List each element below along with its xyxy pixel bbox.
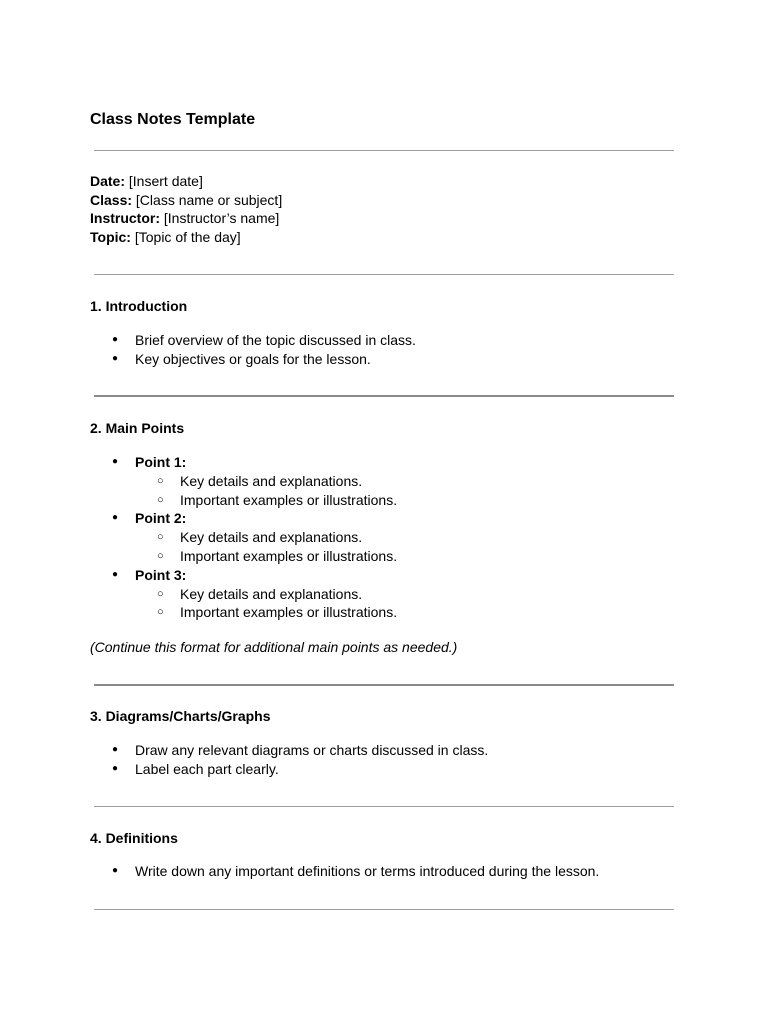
sub-list xyxy=(135,528,397,566)
sub-list-item: ○ Key details and explanations. xyxy=(135,472,397,491)
document-title: Class Notes Template xyxy=(90,111,256,128)
meta-topic xyxy=(90,228,282,247)
sub-list-item: ○ Key details and explanations. xyxy=(135,528,397,547)
section-heading-diagrams: 3. Diagrams/Charts/Graphs xyxy=(90,708,271,724)
section-heading-introduction: 1. Introduction xyxy=(90,298,188,314)
meta-instructor-label: Instructor: xyxy=(90,210,160,227)
main-point-2 xyxy=(0,509,397,565)
section-heading-main-points: 2. Main Points xyxy=(90,420,185,436)
list-item: ● Label each part clearly. xyxy=(0,760,488,779)
list-item: ● Key objectives or goals for the lesson. xyxy=(0,350,416,369)
metadata-block xyxy=(90,172,282,247)
sub-list xyxy=(135,585,397,623)
meta-date xyxy=(90,172,282,191)
main-points-list xyxy=(0,453,397,622)
introduction-list xyxy=(0,331,416,369)
meta-instructor-value: [Instructor’s name] xyxy=(160,210,280,227)
list-item: ● Write down any important definitions or terms introduced during the lesson. xyxy=(0,862,599,881)
section-heading-definitions: 4. Definitions xyxy=(90,830,178,846)
diagrams-list xyxy=(0,741,488,779)
meta-instructor xyxy=(90,209,282,228)
list-item: ● Draw any relevant diagrams or charts discussed in class. xyxy=(0,741,488,760)
divider xyxy=(94,684,674,686)
meta-class-value: [Class name or subject] xyxy=(132,191,283,208)
definitions-list xyxy=(0,862,599,881)
main-point-1 xyxy=(0,453,397,509)
continuation-note: (Continue this format for additional main points as needed.) xyxy=(90,639,458,655)
divider xyxy=(94,806,674,807)
meta-topic-label: Topic: xyxy=(90,229,131,246)
divider xyxy=(94,395,674,397)
sub-list-item: ○ Important examples or illustrations. xyxy=(135,491,397,510)
sub-list-item: ○ Important examples or illustrations. xyxy=(135,603,397,622)
main-point-3 xyxy=(0,566,397,622)
main-point-label: Point 2: xyxy=(135,510,187,527)
divider xyxy=(94,150,674,151)
meta-class xyxy=(90,191,282,210)
sub-list xyxy=(135,472,397,510)
main-point-label: Point 1: xyxy=(135,454,187,470)
divider xyxy=(94,909,674,910)
meta-date-value: [Insert date] xyxy=(125,173,203,189)
sub-list-item: ○ Key details and explanations. xyxy=(135,585,397,604)
meta-topic-value: [Topic of the day] xyxy=(130,229,241,246)
list-item: ● Brief overview of the topic discussed in class. xyxy=(0,331,416,350)
divider xyxy=(94,274,674,275)
main-point-label: Point 3: xyxy=(135,566,187,583)
sub-list-item: ○ Important examples or illustrations. xyxy=(135,547,397,566)
meta-class-label: Class: xyxy=(90,191,133,208)
meta-date-label: Date: xyxy=(90,173,126,189)
